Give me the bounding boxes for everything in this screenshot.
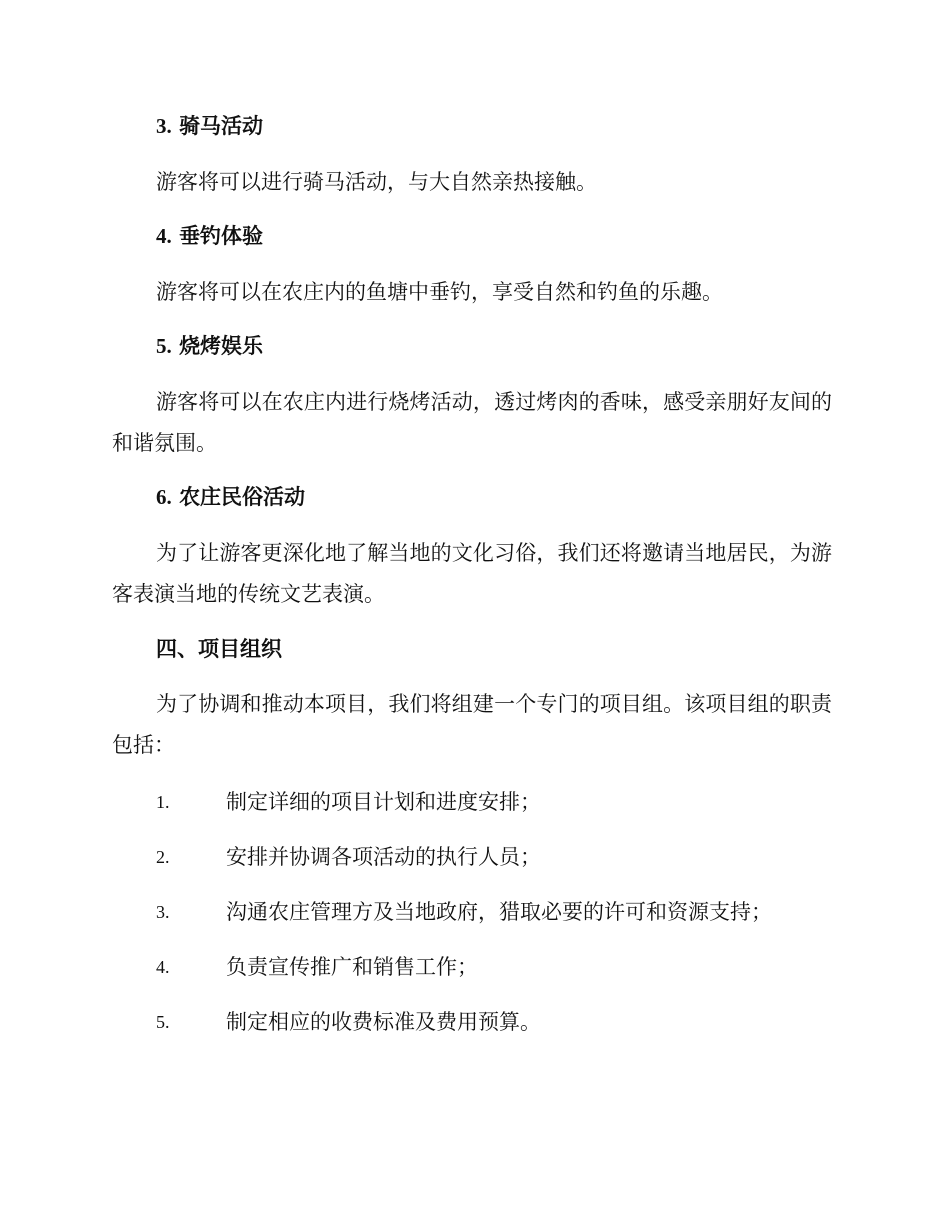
section-heading-number: 6.: [156, 485, 172, 509]
section-paragraph: 游客将可以在农庄内进行烧烤活动，透过烤肉的香味，感受亲朋好友间的和谐氛围。: [112, 390, 832, 455]
section-heading: [156, 331, 263, 361]
list-item: [156, 952, 836, 982]
list-item: [156, 1007, 836, 1037]
section-heading-text: 烧烤娱乐: [179, 334, 264, 358]
section-heading-number: 4.: [156, 224, 172, 248]
section-heading: [156, 111, 263, 141]
section-heading-text: 垂钓体验: [179, 224, 264, 248]
list-item-text: 制定详细的项目计划和进度安排；: [226, 790, 541, 814]
list-item-number: 4.: [156, 957, 170, 977]
section-heading: [156, 482, 305, 512]
list-item-text: 安排并协调各项活动的执行人员；: [226, 845, 541, 869]
list-item-number: 5.: [156, 1012, 170, 1032]
list-item: [156, 897, 836, 927]
list-item-number: 2.: [156, 847, 170, 867]
list-item-text: 负责宣传推广和销售工作；: [226, 955, 478, 979]
list-item-number: 3.: [156, 902, 170, 922]
list-item-number: 1.: [156, 792, 170, 812]
list-item: [156, 787, 836, 817]
section-paragraph: 为了让游客更深化地了解当地的文化习俗，我们还将邀请当地居民，为游客表演当地的传统文艺表演。: [112, 541, 832, 606]
section-heading-text: 骑马活动: [179, 114, 264, 138]
list-item: [156, 842, 836, 872]
section-heading-number: 3.: [156, 114, 172, 138]
org-intro-paragraph: 为了协调和推动本项目，我们将组建一个专门的项目组。该项目组的职责包括：: [112, 692, 832, 757]
section-paragraph: 游客将可以在农庄内的鱼塘中垂钓，享受自然和钓鱼的乐趣。: [156, 280, 723, 304]
section-heading: [156, 221, 263, 251]
list-item-text: 沟通农庄管理方及当地政府，猎取必要的许可和资源支持；: [226, 900, 772, 924]
section-heading-number: 5.: [156, 334, 172, 358]
section-paragraph: 游客将可以进行骑马活动，与大自然亲热接触。: [156, 170, 597, 194]
chapter-heading: 四、项目组织: [156, 637, 282, 661]
list-item-text: 制定相应的收费标准及费用预算。: [226, 1010, 541, 1034]
section-heading-text: 农庄民俗活动: [179, 485, 306, 509]
